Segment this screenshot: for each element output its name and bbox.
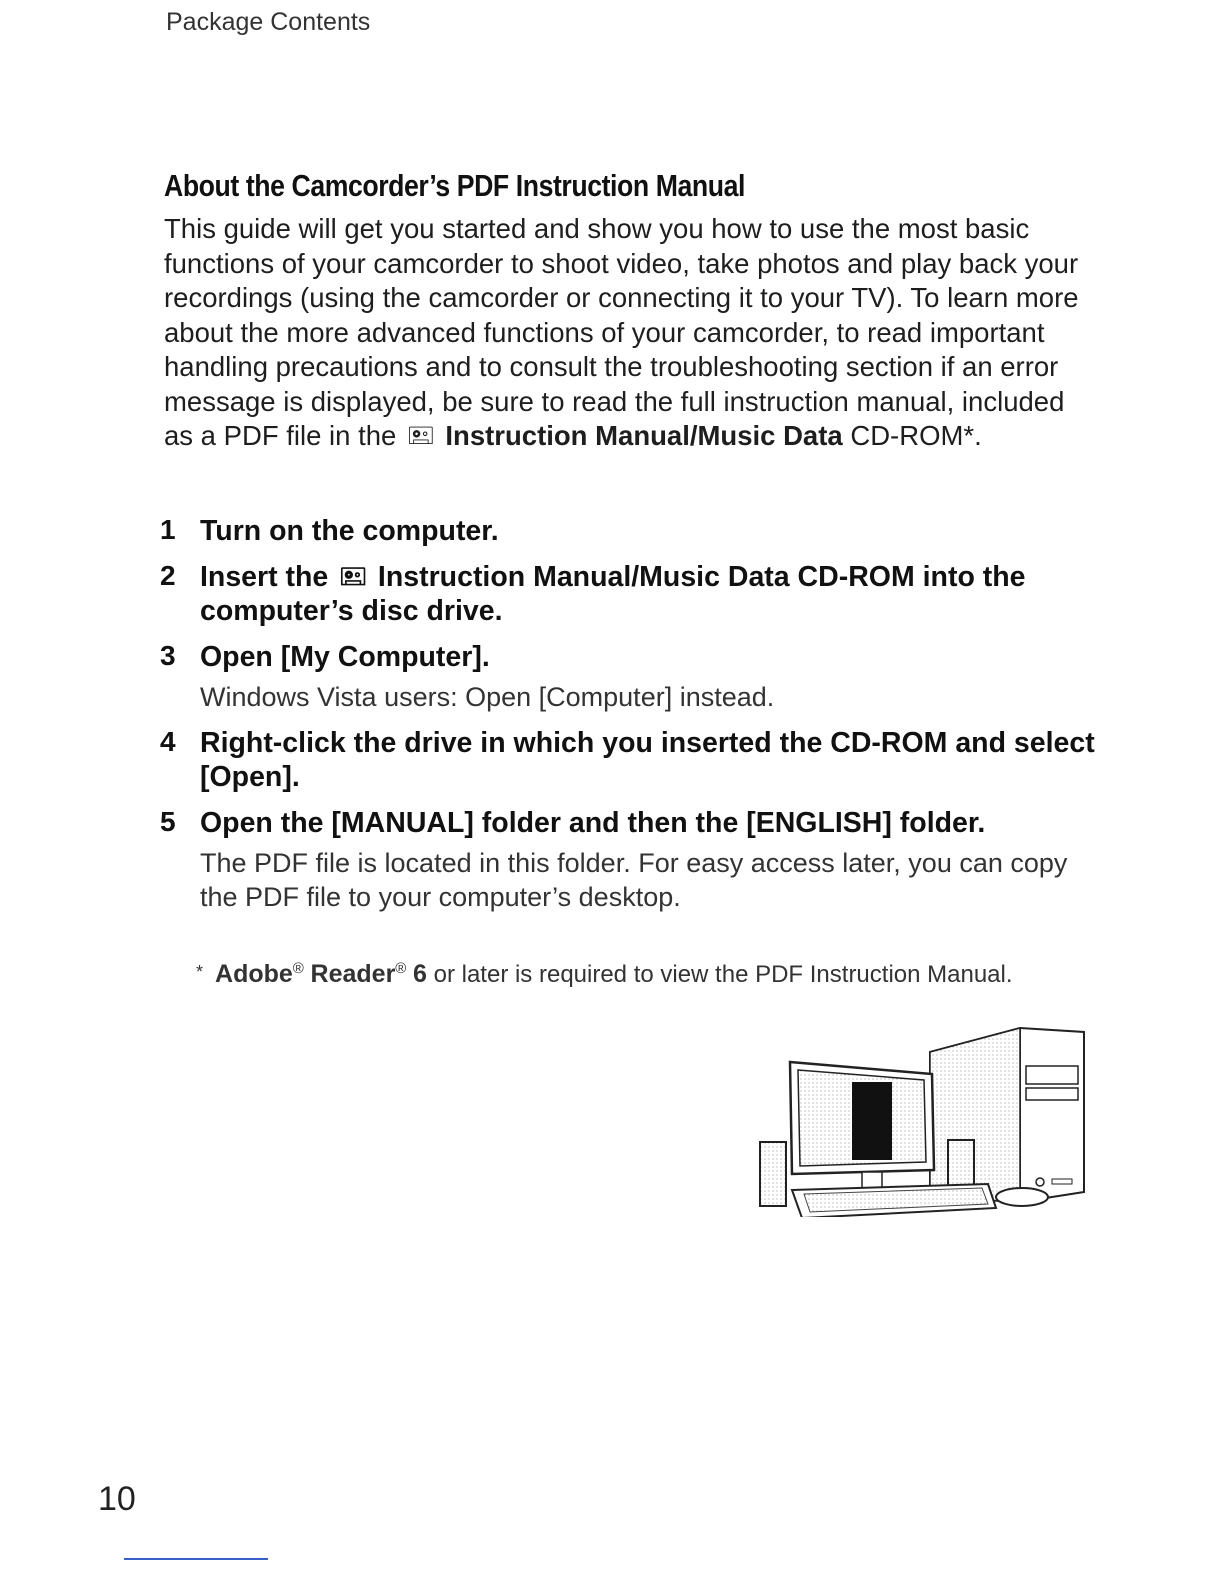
computer-illustration	[752, 1022, 1092, 1217]
footnote-asterisk: *	[196, 962, 204, 982]
page-number: 10	[98, 1480, 136, 1518]
footnote-reader: Reader	[310, 960, 396, 988]
step-5	[160, 806, 1100, 914]
step-1	[160, 514, 1100, 548]
footnote-version: 6	[413, 960, 427, 988]
cd-rom-disc-icon: 🖭	[340, 564, 366, 589]
keyboard-icon	[792, 1184, 996, 1217]
registered-mark: ®	[292, 960, 304, 977]
monitor-icon	[790, 1062, 934, 1190]
page-header: Package Contents	[166, 8, 371, 36]
step-title: Open [My Computer].	[200, 641, 490, 673]
step-title	[200, 560, 1100, 628]
section-title: About the Camcorder’s PDF Instruction Manual	[164, 168, 745, 203]
step-note: The PDF file is located in this folder. For easy access later, you can copy the PDF file to your computer’s desktop.	[200, 848, 1068, 912]
intro-disc-name: Instruction Manual/Music Data	[445, 420, 843, 451]
step-number: 5	[160, 806, 176, 837]
footnote-text: or later is required to view the PDF Instruction Manual.	[433, 961, 1013, 988]
registered-mark: ®	[395, 960, 407, 977]
step-2	[160, 560, 1100, 628]
step-note: Windows Vista users: Open [Computer] instead.	[200, 682, 775, 712]
step-number: 2	[160, 560, 176, 591]
cd-rom-disc-icon: 🖭	[407, 423, 434, 448]
step-title: Turn on the computer.	[200, 515, 499, 547]
intro-tail: CD-ROM*.	[850, 420, 982, 451]
step-3	[160, 640, 1100, 714]
bottom-rule	[124, 1558, 268, 1560]
step-number: 3	[160, 640, 176, 671]
step-title: Right-click the drive in which you inserted the CD-ROM and select [Open].	[200, 727, 1095, 793]
step-title: Open the [MANUAL] folder and then the [ENGLISH] folder.	[200, 807, 986, 839]
footnote-adobe: Adobe	[215, 960, 293, 988]
mouse-icon	[996, 1188, 1048, 1206]
step-title-rest: Instruction Manual/Music Data CD-ROM into the computer’s disc drive.	[200, 561, 1026, 627]
steps-list	[160, 514, 1100, 926]
step-title-prefix: Insert the	[200, 561, 329, 593]
intro-paragraph	[164, 212, 1099, 454]
step-number: 1	[160, 514, 176, 545]
intro-text: This guide will get you started and show you how to use the most basic functions of your camcorder to shoot video, take photos and play back your recordings (using the camcorder or connecting it to your TV). To learn more about the more advanced functions of your camcorder, to read important handling precautions and to consult the troubleshooting section if an error message is displayed, be sure to read the full instruction manual, included as a PDF file in the	[164, 213, 1079, 451]
step-number: 4	[160, 726, 176, 757]
footnote	[196, 952, 1106, 992]
step-4	[160, 726, 1100, 794]
